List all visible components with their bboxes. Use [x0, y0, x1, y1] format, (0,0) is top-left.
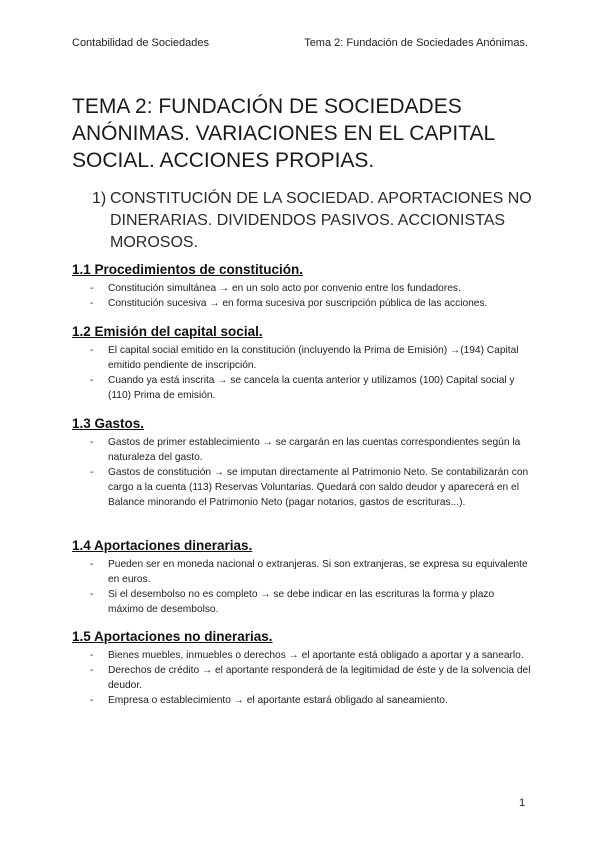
list-item: - Gastos de primer establecimiento → se cargarán en las cuentas correspondientes según la naturaleza del gasto. — [90, 437, 521, 463]
list-item: - El capital social emitido en la constitución (incluyendo la Prima de Emisión) →(194) Capital emitido pendiente de inscripción. — [90, 345, 519, 371]
bullet-list — [72, 557, 532, 617]
header-left: Contabilidad de Sociedades — [72, 37, 209, 49]
list-item: - Empresa o establecimiento → el aportante estará obligado al saneamiento. — [90, 695, 448, 706]
section-1-4 — [72, 537, 532, 617]
list-item: - Constitución simultánea → en un solo acto por convenio entre los fundadores. — [90, 283, 461, 294]
bullet-list — [72, 435, 532, 510]
list-item: - Derechos de crédito → el aportante responderá de la legitimidad de éste y de la solvencia del deudor. — [90, 665, 531, 691]
section-1-1 — [72, 261, 532, 311]
section-1-5 — [72, 628, 532, 708]
list-item: - Si el desembolso no es completo → se debe indicar en las escrituras la forma y plazo máximo de desembolso. — [90, 589, 495, 615]
document-title: TEMA 2: FUNDACIÓN DE SOCIEDADES ANÓNIMAS. VARIACIONES EN EL CAPITAL SOCIAL. ACCIONES PROPIAS. — [72, 95, 495, 172]
section-heading: 1.5 Aportaciones no dinerarias. — [72, 629, 273, 644]
section-heading: 1.4 Aportaciones dinerarias. — [72, 538, 253, 553]
section-heading: 1.1 Procedimientos de constitución. — [72, 262, 304, 277]
header-right: Tema 2: Fundación de Sociedades Anónimas. — [304, 37, 528, 49]
bullet-list — [72, 648, 532, 708]
list-item: - Pueden ser en moneda nacional o extranjeras. Si son extranjeras, se expresa su equivalente en euros. — [90, 559, 528, 585]
section-heading: 1.3 Gastos. — [72, 416, 145, 431]
section-1-3 — [72, 415, 532, 510]
list-item: - Cuando ya está inscrita → se cancela la cuenta anterior y utilizamos (100) Capital social y (110) Prima de emisión. — [90, 375, 515, 401]
section-1-2 — [72, 323, 532, 403]
section-heading: 1.2 Emisión del capital social. — [72, 324, 263, 339]
list-item: - Constitución sucesiva → en forma sucesiva por suscripción pública de las acciones. — [90, 298, 488, 309]
bullet-list — [72, 281, 532, 311]
list-item: - Bienes muebles, inmuebles o derechos → el aportante está obligado a aportar y a sanearlo. — [90, 650, 524, 661]
list-item: - Gastos de constitución → se imputan directamente al Patrimonio Neto. Se contabilizarán con cargo a la cuenta (113) Reservas Voluntarias. Quedará con saldo deudor y aparecerá en el Balance minorando el Patrimonio Neto (pagar notarios, gastos de escrituras...). — [90, 467, 529, 508]
subtitle-number: 1) — [92, 190, 107, 207]
subtitle-text: CONSTITUCIÓN DE LA SOCIEDAD. APORTACIONES NO DINERARIAS. DIVIDENDOS PASIVOS. ACCIONISTAS MOROSOS. — [110, 190, 532, 251]
page-number: 1 — [519, 797, 526, 809]
bullet-list — [72, 343, 532, 403]
section-subtitle — [92, 188, 532, 254]
